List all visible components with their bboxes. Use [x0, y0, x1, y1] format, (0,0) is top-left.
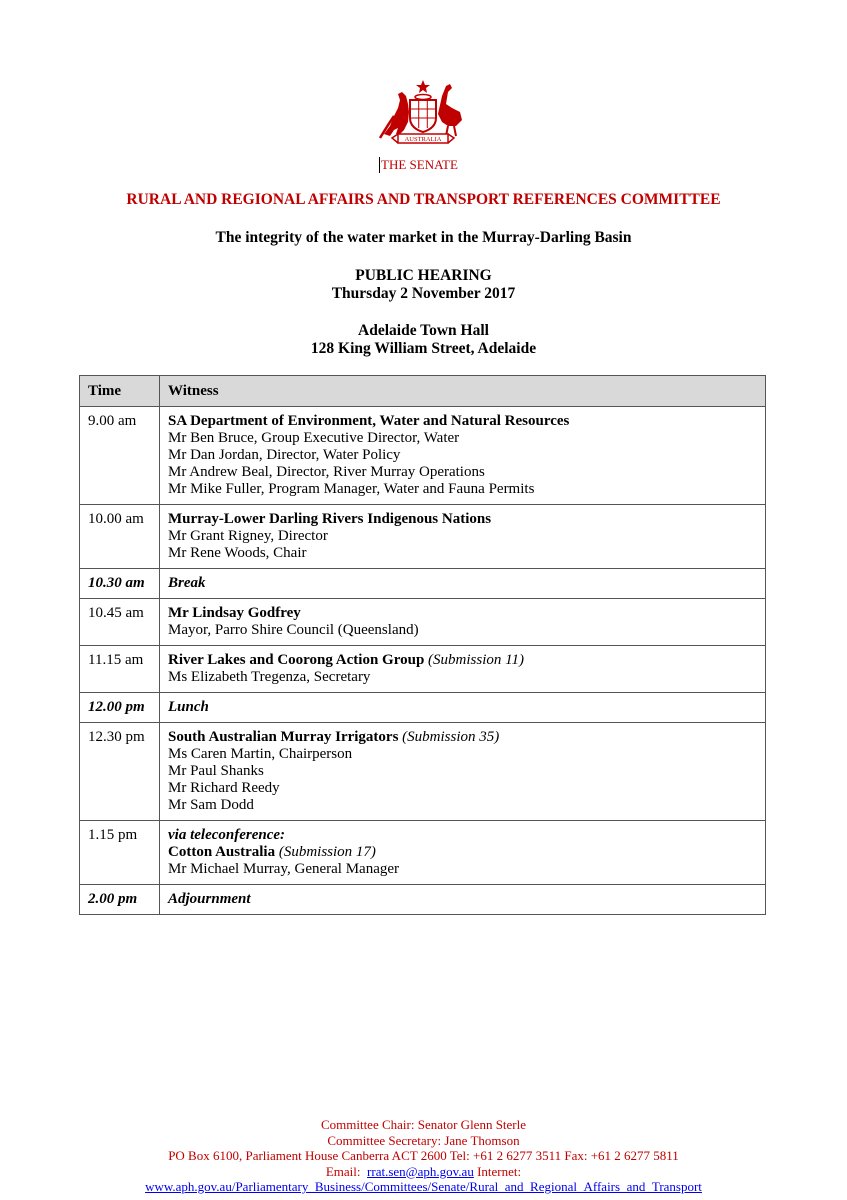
- table-row: [80, 646, 766, 693]
- attendance-note: via teleconference:: [168, 827, 286, 843]
- witness-person: Mr Rene Woods, Chair: [168, 545, 307, 561]
- time-cell: 11.15 am: [80, 646, 160, 693]
- column-header-witness: Witness: [160, 376, 766, 407]
- email-label: Email:: [325, 1163, 361, 1179]
- witness-person: Ms Elizabeth Tregenza, Secretary: [168, 669, 371, 685]
- table-row: [80, 505, 766, 569]
- crest-label: AUSTRALIA: [404, 136, 442, 144]
- committee-chair: Committee Chair: Senator Glenn Sterle: [320, 1117, 527, 1132]
- witness-person: Mr Mike Fuller, Program Manager, Water and Fauna Permits: [168, 481, 535, 497]
- committee-name: RURAL AND REGIONAL AFFAIRS AND TRANSPORT REFERENCES COMMITTEE: [126, 191, 721, 208]
- witness-person: Mr Ben Bruce, Group Executive Director, Water: [168, 430, 460, 446]
- witness-person: Mr Paul Shanks: [168, 763, 264, 779]
- internet-label: Internet:: [477, 1163, 522, 1179]
- hearing-date: Thursday 2 November 2017: [331, 285, 516, 302]
- witness-cell: [160, 693, 766, 723]
- time-cell: 12.30 pm: [80, 723, 160, 821]
- witness-organisation: SA Department of Environment, Water and Natural Resources: [168, 413, 570, 429]
- submission-reference: (Submission 11): [428, 652, 525, 668]
- witness-person: Mr Grant Rigney, Director: [168, 528, 328, 544]
- email-line: [0, 1164, 847, 1180]
- event-type: PUBLIC HEARING: [355, 267, 492, 284]
- time-cell: 10.00 am: [80, 505, 160, 569]
- submission-reference: (Submission 17): [278, 844, 376, 860]
- witness-person: Mr Richard Reedy: [168, 780, 280, 796]
- witness-cell: [160, 723, 766, 821]
- witness-cell: [160, 599, 766, 646]
- witness-person: Mr Dan Jordan, Director, Water Policy: [168, 447, 401, 463]
- hearing-schedule-table: [79, 375, 766, 915]
- inquiry-title: The integrity of the water market in the Murray-Darling Basin: [215, 229, 632, 246]
- table-row: [80, 569, 766, 599]
- coat-of-arms-icon: [376, 78, 470, 146]
- witness-cell: [160, 505, 766, 569]
- venue-address: 128 King William Street, Adelaide: [310, 340, 537, 357]
- table-row: [80, 723, 766, 821]
- venue-name: Adelaide Town Hall: [358, 322, 489, 339]
- break-label: Break: [168, 575, 206, 591]
- witness-organisation: Murray-Lower Darling Rivers Indigenous Nations: [168, 511, 492, 527]
- table-row: [80, 821, 766, 885]
- committee-secretary: Committee Secretary: Jane Thomson: [327, 1132, 520, 1148]
- time-cell: 10.45 am: [80, 599, 160, 646]
- break-label: Adjournment: [168, 891, 251, 907]
- submission-reference: (Submission 35): [402, 729, 500, 745]
- time-cell: 9.00 am: [80, 407, 160, 505]
- chamber-name: THE SENATE: [381, 157, 458, 172]
- time-cell: 1.15 pm: [80, 821, 160, 885]
- witness-cell: [160, 646, 766, 693]
- time-cell: 12.00 pm: [80, 693, 160, 723]
- email-link[interactable]: rrat.sen@aph.gov.au: [367, 1163, 474, 1179]
- table-row: [80, 407, 766, 505]
- crest-star: [416, 80, 430, 93]
- table-header-row: [80, 376, 766, 407]
- time-cell: 2.00 pm: [80, 885, 160, 915]
- break-label: Lunch: [168, 699, 209, 715]
- witness-organisation: River Lakes and Coorong Action Group: [168, 652, 425, 668]
- footer-contact: [0, 1117, 847, 1195]
- table-row: [80, 693, 766, 723]
- website-link[interactable]: www.aph.gov.au/Parliamentary_Business/Committees/Senate/Rural_and_Regional_Affairs_and_Transport: [145, 1179, 702, 1194]
- table-row: [80, 599, 766, 646]
- table-row: [80, 885, 766, 915]
- witness-cell: [160, 407, 766, 505]
- column-header-time: Time: [80, 376, 160, 407]
- time-cell: 10.30 am: [80, 569, 160, 599]
- witness-person: Mr Michael Murray, General Manager: [168, 861, 400, 877]
- witness-organisation: Cotton Australia: [168, 844, 276, 860]
- witness-organisation: Mr Lindsay Godfrey: [168, 605, 301, 621]
- witness-cell: [160, 569, 766, 599]
- witness-person: Mayor, Parro Shire Council (Queensland): [168, 622, 419, 638]
- witness-cell: [160, 821, 766, 885]
- witness-person: Mr Sam Dodd: [168, 797, 254, 813]
- witness-person: Ms Caren Martin, Chairperson: [168, 746, 353, 762]
- witness-person: Mr Andrew Beal, Director, River Murray Operations: [168, 464, 485, 480]
- witness-cell: [160, 885, 766, 915]
- postal-address: PO Box 6100, Parliament House Canberra ACT 2600 Tel: +61 2 6277 3511 Fax: +61 2 6277 5811: [168, 1148, 679, 1163]
- witness-organisation: South Australian Murray Irrigators: [168, 729, 399, 745]
